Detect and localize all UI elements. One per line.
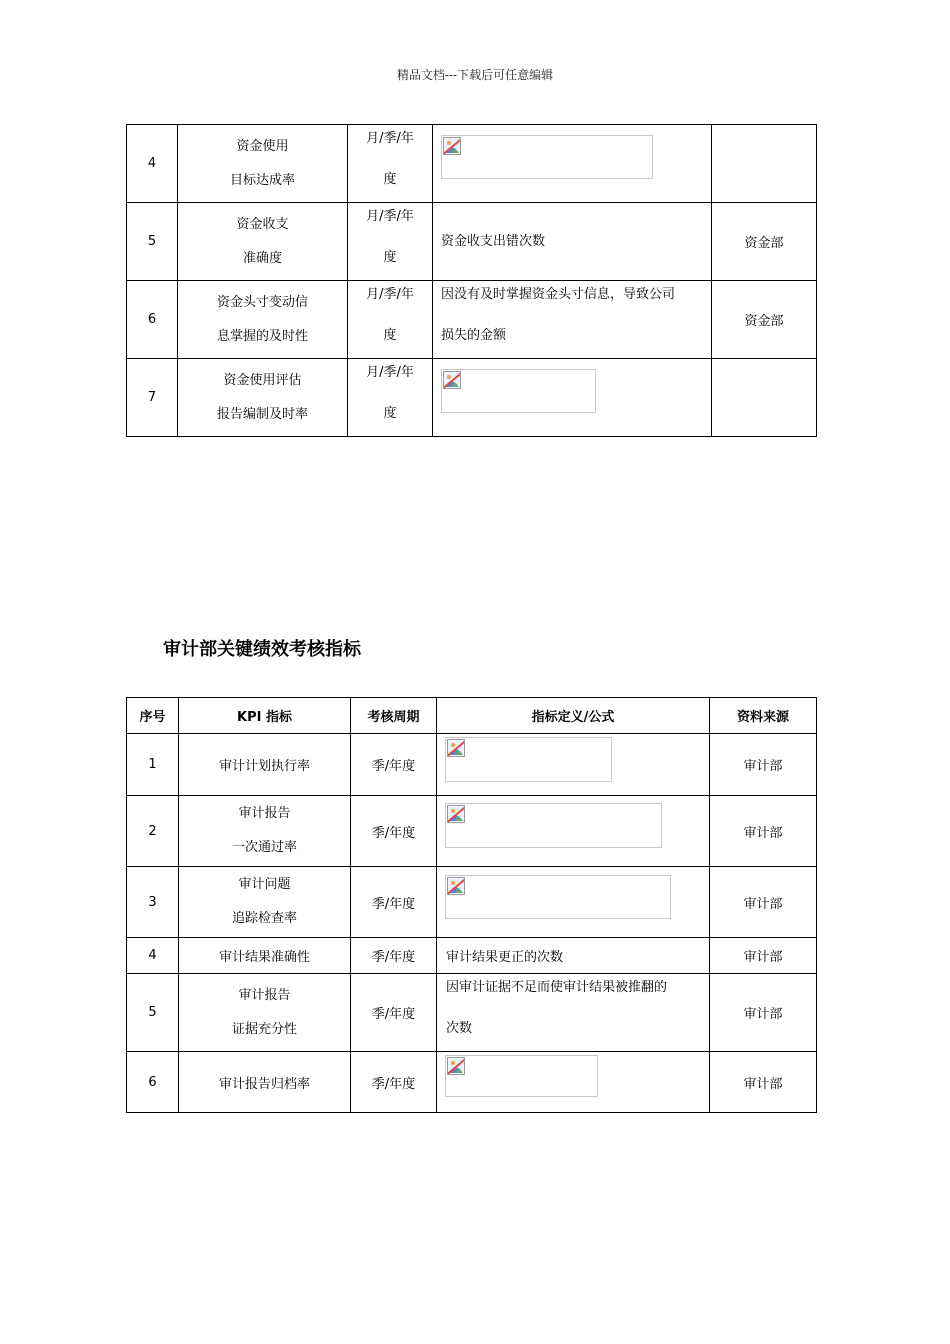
row-number: 1: [127, 734, 179, 796]
assessment-period: 月/季/年 度: [348, 281, 433, 359]
table-row: [127, 1052, 817, 1113]
column-header: 指标定义/公式: [437, 698, 710, 734]
broken-image-icon: [447, 739, 465, 757]
kpi-name: 审计报告 一次通过率: [179, 796, 351, 867]
broken-image-icon: [447, 877, 465, 895]
table-header-row: [127, 698, 817, 734]
assessment-period: 季/年度: [351, 938, 437, 974]
data-source: 审计部: [710, 734, 817, 796]
kpi-name: 审计报告 证据充分性: [179, 974, 351, 1052]
table-row: [127, 974, 817, 1052]
table-row: [127, 281, 817, 359]
definition-formula: 因没有及时掌握资金头寸信息，导致公司 损失的金额: [433, 281, 712, 359]
kpi-name: 资金使用评估 报告编制及时率: [178, 359, 348, 437]
assessment-period: 季/年度: [351, 974, 437, 1052]
kpi-name: 审计计划执行率: [179, 734, 351, 796]
definition-formula: [437, 1052, 710, 1113]
broken-image-icon: [447, 805, 465, 823]
assessment-period: 月/季/年 度: [348, 203, 433, 281]
assessment-period: 季/年度: [351, 734, 437, 796]
assessment-period: 季/年度: [351, 1052, 437, 1113]
kpi-name: 资金头寸变动信 息掌握的及时性: [178, 281, 348, 359]
definition-formula: [437, 796, 710, 867]
column-header: KPI 指标: [179, 698, 351, 734]
definition-formula: 资金收支出错次数: [433, 203, 712, 281]
kpi-name: 审计结果准确性: [179, 938, 351, 974]
assessment-period: 季/年度: [351, 796, 437, 867]
data-source: [712, 359, 817, 437]
data-source: 审计部: [710, 1052, 817, 1113]
definition-formula: 审计结果更正的次数: [437, 938, 710, 974]
formula-image-placeholder: [445, 737, 612, 782]
table-row: [127, 125, 817, 203]
formula-image-placeholder: [445, 1055, 598, 1097]
data-source: 审计部: [710, 796, 817, 867]
table-row: [127, 203, 817, 281]
broken-image-icon: [443, 137, 461, 155]
definition-formula: [433, 359, 712, 437]
section-title: 审计部关键绩效考核指标: [163, 639, 361, 660]
data-source: [712, 125, 817, 203]
data-source: 资金部: [712, 203, 817, 281]
row-number: 7: [127, 359, 178, 437]
finance-kpi-table: [126, 124, 817, 437]
row-number: 5: [127, 974, 179, 1052]
formula-image-placeholder: [445, 803, 662, 848]
kpi-name: 审计问题 追踪检查率: [179, 867, 351, 938]
assessment-period: 月/季/年 度: [348, 125, 433, 203]
data-source: 审计部: [710, 974, 817, 1052]
formula-image-placeholder: [441, 135, 653, 179]
kpi-name: 资金收支 准确度: [178, 203, 348, 281]
row-number: 6: [127, 1052, 179, 1113]
row-number: 2: [127, 796, 179, 867]
data-source: 资金部: [712, 281, 817, 359]
row-number: 3: [127, 867, 179, 938]
column-header: 考核周期: [351, 698, 437, 734]
table-row: [127, 359, 817, 437]
row-number: 5: [127, 203, 178, 281]
page-header: 精品文档---下载后可任意编辑: [396, 68, 554, 82]
formula-image-placeholder: [441, 369, 596, 413]
row-number: 4: [127, 938, 179, 974]
table-row: [127, 734, 817, 796]
assessment-period: 季/年度: [351, 867, 437, 938]
formula-image-placeholder: [445, 875, 671, 919]
row-number: 6: [127, 281, 178, 359]
table-row: [127, 867, 817, 938]
column-header: 资料来源: [710, 698, 817, 734]
data-source: 审计部: [710, 867, 817, 938]
column-header: 序号: [127, 698, 179, 734]
definition-formula: [437, 867, 710, 938]
kpi-name: 资金使用 目标达成率: [178, 125, 348, 203]
kpi-name: 审计报告归档率: [179, 1052, 351, 1113]
table-row: [127, 796, 817, 867]
definition-formula: [437, 734, 710, 796]
definition-formula: [433, 125, 712, 203]
audit-kpi-table: [126, 697, 817, 1113]
broken-image-icon: [443, 371, 461, 389]
definition-formula: 因审计证据不足而使审计结果被推翻的 次数: [437, 974, 710, 1052]
data-source: 审计部: [710, 938, 817, 974]
broken-image-icon: [447, 1057, 465, 1075]
assessment-period: 月/季/年 度: [348, 359, 433, 437]
row-number: 4: [127, 125, 178, 203]
